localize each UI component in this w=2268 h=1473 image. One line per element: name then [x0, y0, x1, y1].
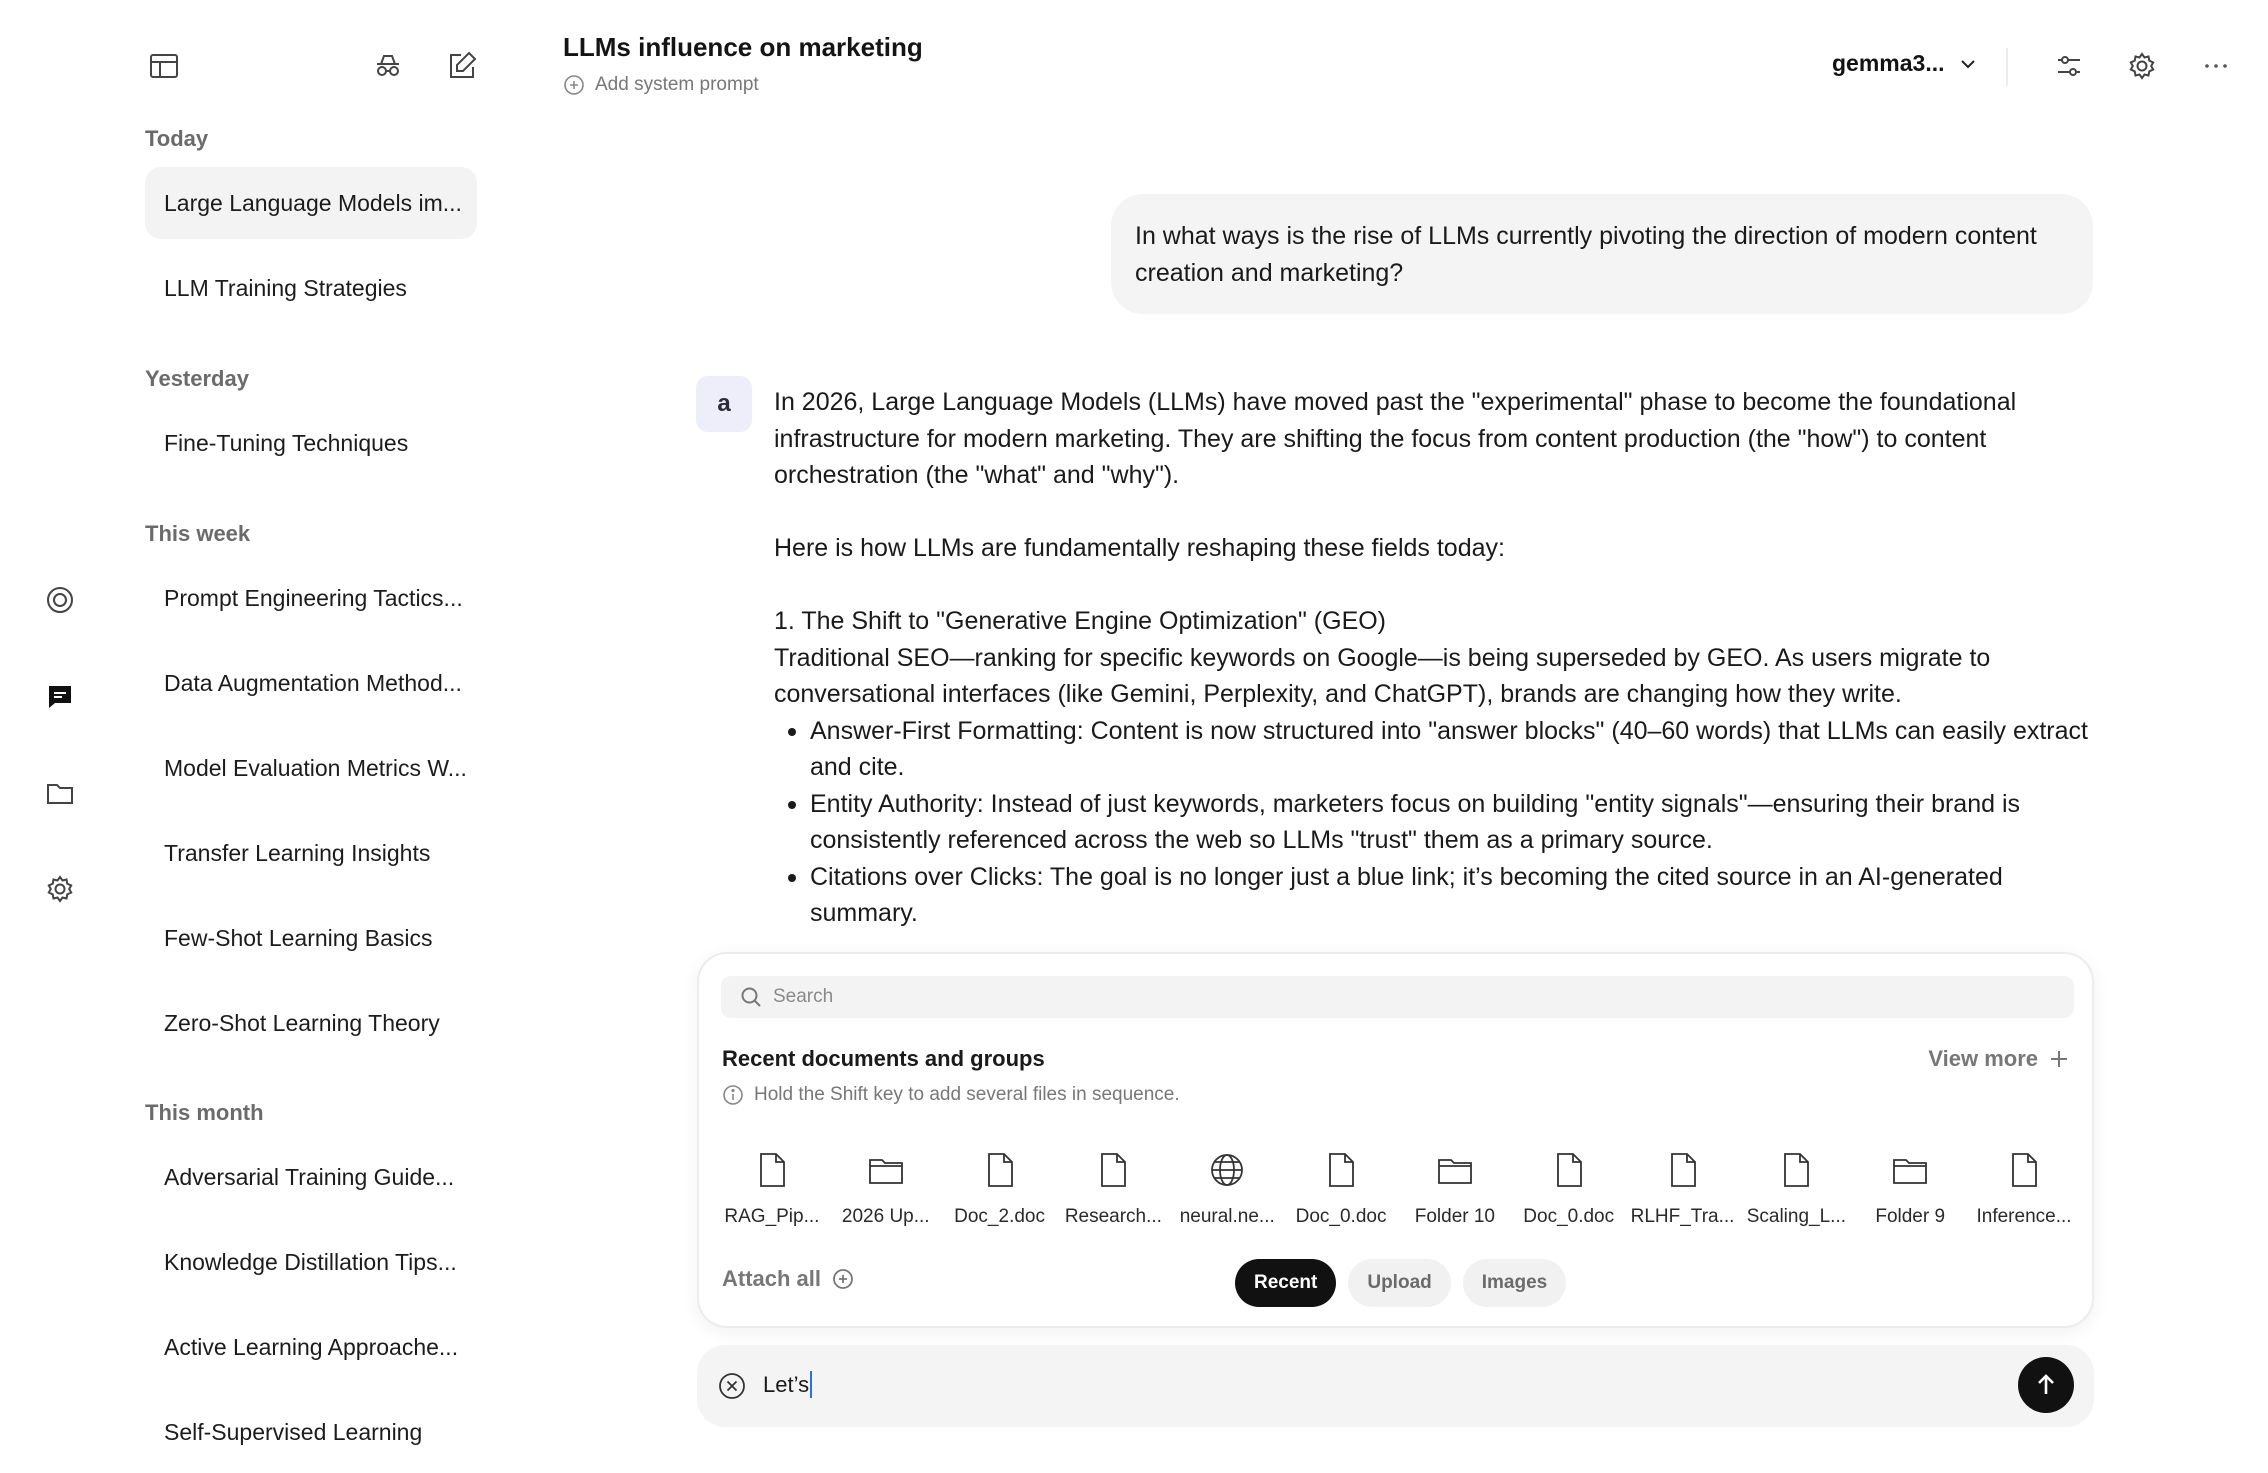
file-tile[interactable] [1512, 1150, 1626, 1228]
header-divider [2006, 48, 2008, 86]
picker-heading: Recent documents and groups [722, 1046, 1045, 1071]
text-caret [810, 1371, 812, 1398]
info-icon [722, 1084, 744, 1106]
file-name: Scaling_L... [1746, 1206, 1847, 1227]
recent-files-list [715, 1150, 2081, 1228]
tab-recent[interactable]: Recent [1235, 1259, 1336, 1307]
sidebar-item-chat[interactable]: Fine-Tuning Techniques [164, 429, 409, 456]
sliders-icon[interactable] [2049, 46, 2089, 86]
file-icon [1663, 1150, 1703, 1196]
file-icon [1093, 1150, 1133, 1196]
tab-images[interactable]: Images [1463, 1259, 1566, 1307]
file-icon [2004, 1150, 2044, 1196]
file-tile[interactable] [1056, 1150, 1170, 1228]
message-composer [697, 1345, 2094, 1427]
model-name: gemma3... [1832, 50, 1945, 76]
group-this-week: This week [145, 521, 251, 546]
plus-icon [2048, 1048, 2070, 1070]
sidebar-item-chat[interactable]: Prompt Engineering Tactics... [164, 584, 463, 611]
view-more-label: View more [1928, 1046, 2038, 1071]
group-today: Today [145, 126, 209, 151]
incognito-icon[interactable] [368, 46, 408, 86]
file-tile[interactable] [943, 1150, 1057, 1228]
file-name: RLHF_Tra... [1630, 1206, 1735, 1227]
file-icon [1776, 1150, 1816, 1196]
attach-all-label: Attach all [722, 1266, 822, 1291]
file-icon [1321, 1150, 1361, 1196]
icon-rail [0, 0, 120, 1473]
file-icon [980, 1150, 1020, 1196]
layout-toggle-icon[interactable] [144, 46, 184, 86]
folder-icon [1435, 1150, 1475, 1196]
answer-bullet: Answer-First Formatting: Content is now structured into "answer blocks" (40–60 words) that LLMs can easily extract and cite. [774, 713, 2094, 786]
sidebar-item-chat[interactable]: Self-Supervised Learning [164, 1418, 423, 1445]
search-placeholder: Search [773, 986, 834, 1007]
file-tile[interactable] [1284, 1150, 1398, 1228]
sidebar-item-chat[interactable]: Zero-Shot Learning Theory [164, 1009, 440, 1036]
file-tile[interactable] [1626, 1150, 1740, 1228]
sidebar-item-chat[interactable]: Data Augmentation Method... [164, 669, 462, 696]
plus-circle-icon [831, 1267, 855, 1291]
group-yesterday: Yesterday [145, 366, 249, 391]
model-selector[interactable] [1832, 50, 1979, 77]
file-tile[interactable] [715, 1150, 829, 1228]
sidebar-item-chat[interactable]: Transfer Learning Insights [164, 839, 431, 866]
picker-tabs [1235, 1259, 1566, 1307]
sidebar-item-chat[interactable]: Knowledge Distillation Tips... [164, 1248, 457, 1275]
chat-icon[interactable] [40, 677, 80, 717]
file-name: 2026 Up... [841, 1206, 930, 1227]
user-message: In what ways is the rise of LLMs currently pivoting the direction of modern content creation and marketing? [1111, 194, 2093, 314]
add-system-prompt-button[interactable] [563, 74, 759, 96]
message-input-value: Let’s [763, 1371, 810, 1397]
answer-bullets [774, 713, 2094, 932]
file-tile[interactable] [1739, 1150, 1853, 1228]
picker-hint [722, 1084, 1180, 1106]
picker-hint-text: Hold the Shift key to add several files in sequence. [754, 1084, 1180, 1105]
answer-bullet: Citations over Clicks: The goal is no longer just a blue link; it’s becoming the cited source in an AI-generated summary. [774, 859, 2094, 932]
file-name: Doc_2.doc [954, 1206, 1045, 1227]
file-name: RAG_Pip... [724, 1206, 820, 1227]
file-icon [752, 1150, 792, 1196]
answer-bullet: Entity Authority: Instead of just keywords, marketers focus on building "entity signals"—ensuring their brand is consistently referenced across the web so LLMs "trust" them as a primary source. [774, 786, 2094, 859]
assistant-message [774, 384, 2094, 932]
file-tile[interactable] [1170, 1150, 1284, 1228]
file-tile[interactable] [1853, 1150, 1967, 1228]
plus-circle-icon [563, 74, 585, 96]
new-chat-icon[interactable] [442, 46, 482, 86]
picker-search-input[interactable] [721, 976, 2074, 1018]
sidebar-item-chat[interactable]: Large Language Models im... [145, 167, 477, 239]
target-icon[interactable] [40, 580, 80, 620]
sidebar-item-chat[interactable]: Model Evaluation Metrics W... [164, 754, 467, 781]
file-tile[interactable] [1967, 1150, 2081, 1228]
answer-section-body: Traditional SEO—ranking for specific keywords on Google—is being superseded by GEO. As users migrate to conversational interfaces (like Gemini, Perplexity, and ChatGPT), brands are changing how they write. [774, 643, 1991, 708]
document-picker [697, 952, 2094, 1328]
answer-intro: In 2026, Large Language Models (LLMs) have moved past the "experimental" phase to become the foundational infrastructure for modern marketing. They are shifting the focus from content production (the "how") to content orchestration (the "what" and "why"). [774, 388, 2017, 489]
sidebar-item-chat[interactable]: LLM Training Strategies [164, 274, 407, 301]
file-name: Doc_0.doc [1295, 1206, 1387, 1227]
group-this-month: This month [145, 1100, 264, 1125]
tab-upload[interactable]: Upload [1348, 1259, 1450, 1307]
folder-icon [866, 1150, 906, 1196]
file-name: Doc_0.doc [1523, 1206, 1615, 1227]
folder-icon[interactable] [40, 773, 80, 813]
send-button[interactable] [2018, 1357, 2074, 1413]
file-name: Inference... [1976, 1206, 2072, 1227]
file-tile[interactable] [829, 1150, 943, 1228]
sidebar-item-chat[interactable]: Active Learning Approache... [164, 1333, 459, 1360]
globe-icon [1207, 1150, 1247, 1196]
settings-icon[interactable] [2122, 46, 2162, 86]
answer-lead: Here is how LLMs are fundamentally reshaping these fields today: [774, 534, 1505, 562]
file-name: Folder 9 [1875, 1206, 1946, 1227]
file-icon [1549, 1150, 1589, 1196]
message-input[interactable] [763, 1371, 812, 1398]
file-name: neural.ne... [1179, 1206, 1275, 1227]
sidebar-item-chat[interactable]: Few-Shot Learning Basics [164, 924, 433, 951]
folder-icon [1890, 1150, 1930, 1196]
file-name: Research... [1064, 1206, 1162, 1227]
answer-section-title: 1. The Shift to "Generative Engine Optimization" (GEO) [774, 607, 1387, 635]
settings-icon[interactable] [40, 869, 80, 909]
arrow-up-icon [2031, 1370, 2061, 1400]
more-options-icon[interactable] [2196, 46, 2236, 86]
search-icon [739, 985, 763, 1009]
file-tile[interactable] [1398, 1150, 1512, 1228]
file-name: Folder 10 [1414, 1206, 1496, 1227]
chevron-down-icon [1957, 53, 1979, 75]
assistant-avatar: a [696, 376, 752, 432]
clear-icon[interactable] [717, 1371, 747, 1401]
chat-title[interactable]: LLMs influence on marketing [563, 32, 923, 62]
view-more-button[interactable] [1928, 1046, 2070, 1072]
sidebar-item-chat[interactable]: Adversarial Training Guide... [164, 1163, 455, 1190]
sidebar [120, 0, 500, 1473]
add-system-prompt-label: Add system prompt [595, 74, 759, 95]
attach-all-button[interactable] [722, 1266, 855, 1292]
